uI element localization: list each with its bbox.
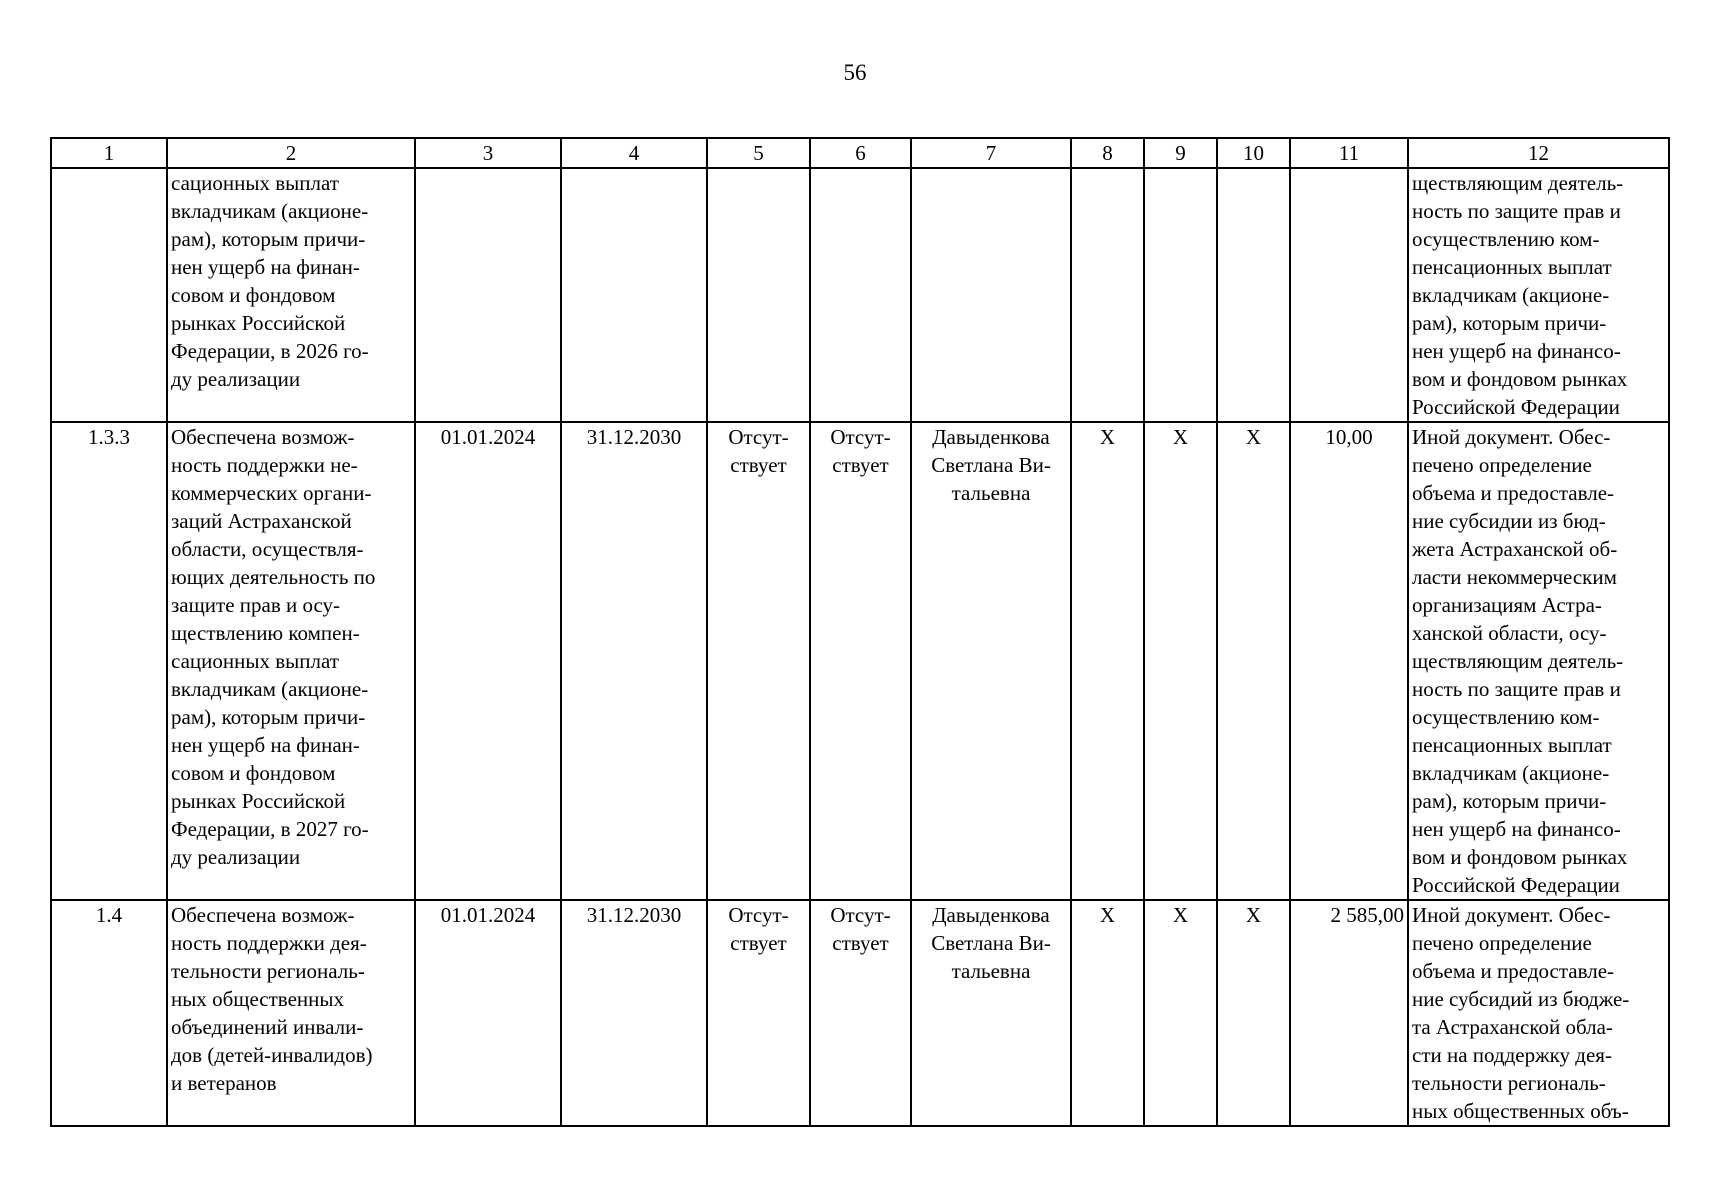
column-6-cell: Отсут- ствует — [810, 422, 911, 900]
column-5-cell — [707, 168, 810, 422]
table-row — [51, 422, 1669, 900]
column-header-3: 3 — [415, 138, 561, 168]
row-number-cell: 1.4 — [51, 900, 167, 1126]
end-date-cell: 31.12.2030 — [561, 422, 707, 900]
document-cell: ществляющим деятель- ность по защите прав и осуществлению ком- пенсационных выплат вкладчикам (акционе- рам), которым причи- нен ущерб на финансо- вом и фондовом рынках Российской Федерации — [1408, 168, 1669, 422]
column-header-11: 11 — [1290, 138, 1408, 168]
column-9-cell — [1144, 168, 1217, 422]
column-6-cell — [810, 168, 911, 422]
row-number-cell: 1.3.3 — [51, 422, 167, 900]
column-10-cell — [1217, 168, 1290, 422]
amount-cell — [1290, 168, 1408, 422]
amount-cell: 10,00 — [1290, 422, 1408, 900]
amount-cell: 2 585,00 — [1290, 900, 1408, 1126]
result-name-cell: сационных выплат вкладчикам (акционе- рам), которым причи- нен ущерб на финан- совом и фондовом рынках Российской Федерации, в 2026 го- ду реализации — [167, 168, 415, 422]
column-header-8: 8 — [1071, 138, 1144, 168]
column-6-cell: Отсут- ствует — [810, 900, 911, 1126]
column-header-9: 9 — [1144, 138, 1217, 168]
result-name-cell: Обеспечена возмож- ность поддержки дея- тельности региональ- ных общественных объединений инвали- дов (детей-инвалидов) и ветеранов — [167, 900, 415, 1126]
column-8-cell: X — [1071, 422, 1144, 900]
table-header-row — [51, 138, 1669, 168]
column-header-5: 5 — [707, 138, 810, 168]
start-date-cell — [415, 168, 561, 422]
column-header-6: 6 — [810, 138, 911, 168]
column-header-7: 7 — [911, 138, 1071, 168]
column-header-4: 4 — [561, 138, 707, 168]
column-header-10: 10 — [1217, 138, 1290, 168]
table-row — [51, 900, 1669, 1126]
column-8-cell: X — [1071, 900, 1144, 1126]
start-date-cell: 01.01.2024 — [415, 422, 561, 900]
column-10-cell: X — [1217, 900, 1290, 1126]
column-header-2: 2 — [167, 138, 415, 168]
responsible-cell: Давыденкова Светлана Ви- тальевна — [911, 422, 1071, 900]
responsible-cell — [911, 168, 1071, 422]
result-name-cell: Обеспечена возмож- ность поддержки не- коммерческих органи- заций Астраханской области, осуществля- ющих деятельность по защите прав и осу- ществлению компен- сационных выплат вкладчикам (акционе- рам), которым причи- нен ущерб на финан- совом и фондовом рынках Российской Федерации, в 2027 го- ду реализации — [167, 422, 415, 900]
column-10-cell: X — [1217, 422, 1290, 900]
column-header-1: 1 — [51, 138, 167, 168]
document-cell: Иной документ. Обес- печено определение объема и предоставле- ние субсидии из бюд- жета Астраханской об- ласти некоммерческим организациям Астра- ханской области, осу- ществляющим деятель- ность по защите прав и осуществлению ком- пенсационных выплат вкладчикам (акционе- рам), которым причи- нен ущерб на финансо- вом и фондовом рынках Российской Федерации — [1408, 422, 1669, 900]
start-date-cell: 01.01.2024 — [415, 900, 561, 1126]
column-8-cell — [1071, 168, 1144, 422]
row-number-cell — [51, 168, 167, 422]
column-5-cell: Отсут- ствует — [707, 900, 810, 1126]
activities-table — [50, 137, 1670, 1127]
column-header-12: 12 — [1408, 138, 1669, 168]
column-9-cell: X — [1144, 900, 1217, 1126]
end-date-cell: 31.12.2030 — [561, 900, 707, 1126]
page-number: 56 — [843, 60, 867, 85]
column-5-cell: Отсут- ствует — [707, 422, 810, 900]
column-9-cell: X — [1144, 422, 1217, 900]
table-row — [51, 168, 1669, 422]
end-date-cell — [561, 168, 707, 422]
document-cell: Иной документ. Обес- печено определение объема и предоставле- ние субсидий из бюдже- та Астраханской обла- сти на поддержку дея- тельности региональ- ных общественных объ- — [1408, 900, 1669, 1126]
responsible-cell: Давыденкова Светлана Ви- тальевна — [911, 900, 1071, 1126]
